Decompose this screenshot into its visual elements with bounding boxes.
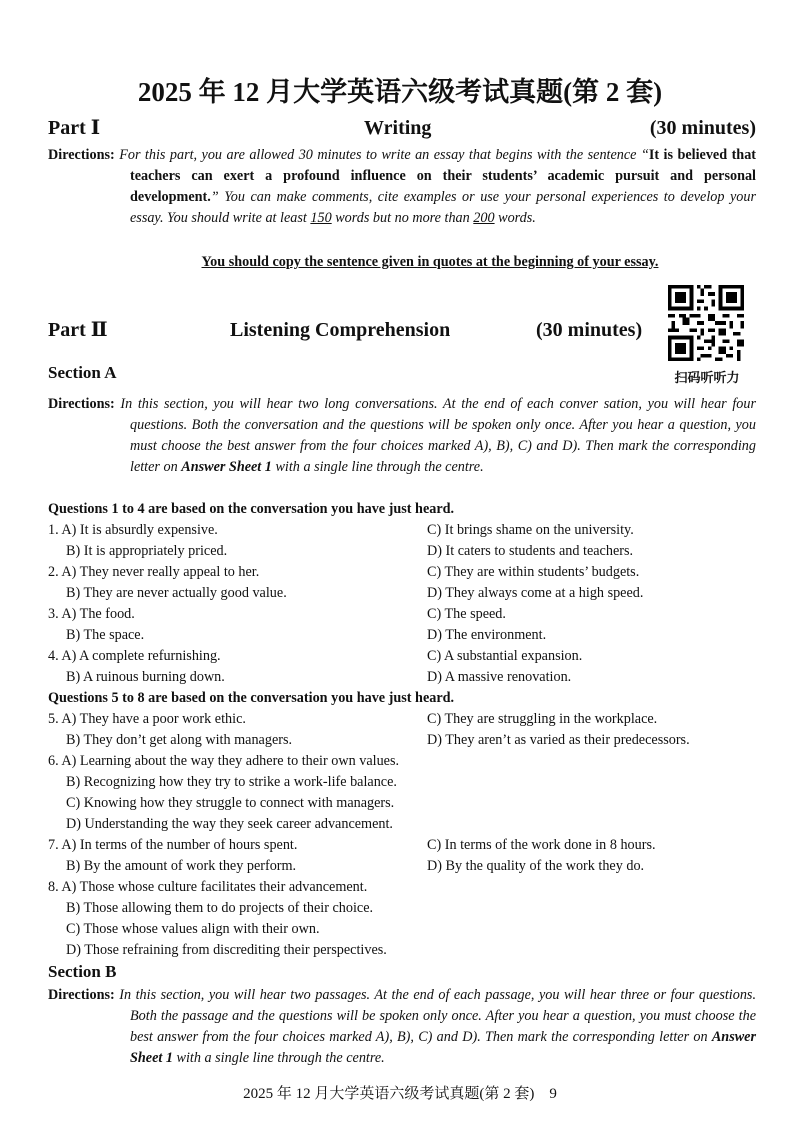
question-7: 7. A) In terms of the number of hours spent.	[48, 837, 298, 853]
option-8b: B) Those allowing them to do projects of their choice.	[66, 900, 374, 916]
section-a-directions: Directions: In this section, you will hear two long conversations. At the end of each conver sation, you will hear four questions. Both the conversation and the questions will be spoken only once. After you hear a question, you must choose the best answer from the four choices marked A), B), C) and D). Then mark the corresponding letter on Answer Sheet 1 with a single line through the centre.	[48, 396, 756, 475]
option-6d: D) Understanding the way they seek career advancement.	[66, 816, 393, 832]
option-2d: D) They always come at a high speed.	[427, 585, 644, 601]
page-title: 2025 年 12 月大学英语六级考试真题(第 2 套)	[137, 77, 663, 107]
option-3c: C) The speed.	[427, 606, 506, 622]
question-2: 2. A) They never really appeal to her.	[48, 564, 260, 580]
part1-name: Writing	[364, 117, 432, 139]
option-8a: A) Those whose culture facilitates their advancement.	[61, 879, 368, 895]
option-4b: B) A ruinous burning down.	[66, 669, 225, 685]
option-8c: C) Those whose values align with their own.	[66, 921, 320, 937]
option-7b: B) By the amount of work they perform.	[66, 858, 297, 874]
question-group-heading: Questions 1 to 4 are based on the conversation you have just heard.	[48, 501, 455, 517]
option-8d: D) Those refraining from discrediting their perspectives.	[66, 942, 387, 958]
qr-code-icon[interactable]	[668, 285, 744, 361]
option-3b: B) The space.	[66, 627, 145, 643]
question-3: 3. A) The food.	[48, 606, 135, 622]
part1-header	[48, 118, 756, 146]
part1-directions: Directions: For this part, you are allowed 30 minutes to write an essay that begins with the sentence “It is believed that teachers can exert a profound influence on their students’ academic pursuit and personal development.” You can make comments, cite examples or use your personal experiences to develop your essay. You should write at least 150 words but no more than 200 words.	[48, 147, 757, 226]
option-5d: D) They aren’t as varied as their predecessors.	[427, 732, 690, 748]
part2-header	[48, 320, 756, 348]
question-6: 6. A) Learning about the way they adhere to their own values.	[48, 753, 400, 769]
section-b-title: Section B	[48, 962, 117, 981]
question-1: 1. A) It is absurdly expensive.	[48, 522, 218, 538]
question-8: 8. A) Those whose culture facilitates their advancement.	[48, 879, 368, 895]
section-a-title: Section A	[48, 363, 117, 382]
directions-label: Directions:	[48, 987, 115, 1003]
option-6a: A) Learning about the way they adhere to their own values.	[61, 753, 400, 769]
min-words: 150	[310, 210, 332, 226]
question-4: 4. A) A complete refurnishing.	[48, 648, 221, 664]
page-footer: 2025 年 12 月大学英语六级考试真题(第 2 套) 9	[243, 1086, 557, 1102]
section-b-directions: Directions: In this section, you will hear two passages. At the end of each passage, you will hear three or four questions. Both the passage and the questions will be spoken only once. After you hear a question, you must choose the best answer from the four choices marked A), B), C) and D). Then mark the corresponding letter on Answer Sheet 1 with a single line through the centre.	[48, 987, 756, 1066]
option-4c: C) A substantial expansion.	[427, 648, 583, 664]
option-1d: D) It caters to students and teachers.	[427, 543, 634, 559]
part2-time: (30 minutes)	[536, 319, 643, 341]
copy-instruction: You should copy the sentence given in quotes at the beginning of your essay.	[201, 254, 659, 270]
option-1c: C) It brings shame on the university.	[427, 522, 634, 538]
option-2a: A) They never really appeal to her.	[61, 564, 260, 580]
answer-sheet-ref: Answer Sheet 1	[181, 459, 272, 475]
part1-label: Part Ⅰ	[48, 117, 101, 139]
part1-time: (30 minutes)	[649, 117, 756, 139]
option-7a: A) In terms of the number of hours spent.	[61, 837, 298, 853]
option-6c: C) Knowing how they struggle to connect with managers.	[66, 795, 395, 811]
option-3d: D) The environment.	[427, 627, 547, 643]
option-1a: A) It is absurdly expensive.	[61, 522, 218, 538]
essay-prompt: It is believed that teachers can exert a profound influence on their students’ academic pursuit and personal development.	[130, 147, 757, 205]
option-5a: A) They have a poor work ethic.	[61, 711, 246, 727]
option-2b: B) They are never actually good value.	[66, 585, 287, 601]
option-7d: D) By the quality of the work they do.	[427, 858, 645, 874]
part2-name: Listening Comprehension	[230, 319, 451, 341]
option-6b: B) Recognizing how they try to strike a work-life balance.	[66, 774, 397, 790]
directions-label: Directions:	[48, 147, 115, 163]
question-group-heading: Questions 5 to 8 are based on the conversation you have just heard.	[48, 690, 455, 706]
directions-label: Directions:	[48, 396, 115, 412]
max-words: 200	[473, 210, 495, 226]
option-5b: B) They don’t get along with managers.	[66, 732, 293, 748]
answer-sheet-ref: Answer Sheet 1	[130, 1029, 756, 1066]
part2-label: Part Ⅱ	[48, 319, 108, 341]
option-5c: C) They are struggling in the workplace.	[427, 711, 658, 727]
option-4d: D) A massive renovation.	[427, 669, 572, 685]
qr-caption: 扫码听听力	[674, 371, 740, 386]
option-3a: A) The food.	[61, 606, 135, 622]
option-2c: C) They are within students’ budgets.	[427, 564, 640, 580]
question-5: 5. A) They have a poor work ethic.	[48, 711, 246, 727]
option-7c: C) In terms of the work done in 8 hours.	[427, 837, 656, 853]
option-4a: A) A complete refurnishing.	[61, 648, 221, 664]
option-1b: B) It is appropriately priced.	[66, 543, 228, 559]
